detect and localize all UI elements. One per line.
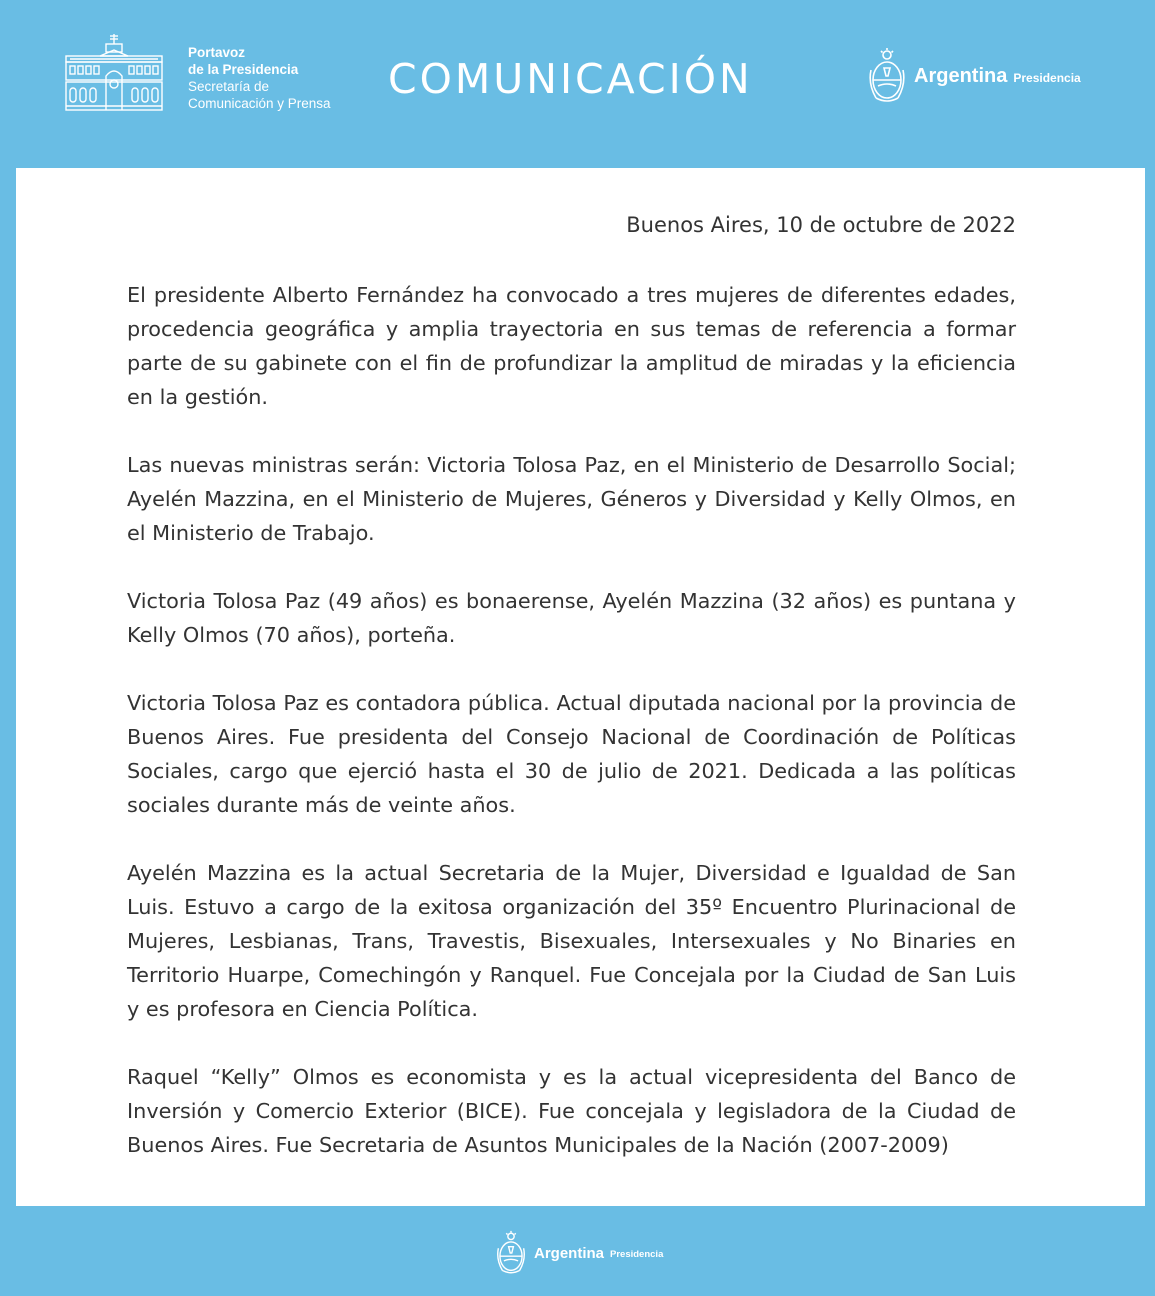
paragraph-5: Ayelén Mazzina es la actual Secretaria de la Mujer, Diversidad e Igualdad de San Luis. Estuvo a cargo de la exitosa organización del 35º Encuentro Plurinacional de Mujeres, Lesbianas, Trans, Travestis, Bisexuales, Intersexuales y No Binaries en Territorio Huarpe, Comechingón y Ranquel. Fue Concejala por la Ciudad de San Luis y es profesora en Ciencia Política. — [127, 861, 1016, 1021]
paragraph-6: Raquel “Kelly” Olmos es economista y es la actual vicepresidenta del Banco de Inversión y Comercio Exterior (BICE). Fue concejala y legisladora de la Ciudad de Buenos Aires. Fue Secretaria de Asuntos Municipales de la Nación (2007-2009) — [127, 1065, 1016, 1157]
document-body — [127, 278, 1016, 1196]
argentina-brand-name-footer: Argentina — [534, 1244, 605, 1262]
national-emblem-icon — [868, 48, 906, 104]
portavoz-line-1: Portavoz — [188, 45, 246, 60]
argentina-presidencia-logo-top — [868, 48, 1081, 104]
portavoz-line-4: Comunicación y Prensa — [188, 96, 331, 111]
paragraph-1: El presidente Alberto Fernández ha convocado a tres mujeres de diferentes edades, procedencia geográfica y amplia trayectoria en sus temas de referencia a formar parte de su gabinete con el fin de profundizar la amplitud de miradas y la eficiencia en la gestión. — [127, 283, 1016, 409]
comunicacion-title: COMUNICACIÓN — [388, 55, 753, 103]
national-emblem-icon — [496, 1230, 526, 1276]
header-band — [0, 0, 1155, 168]
portavoz-line-2: de la Presidencia — [188, 62, 299, 77]
argentina-brand-name: Argentina — [914, 64, 1008, 87]
paragraph-3: Victoria Tolosa Paz (49 años) es bonaerense, Ayelén Mazzina (32 años) es puntana y Kelly Olmos (70 años), porteña. — [127, 589, 1016, 647]
portavoz-line-3: Secretaría de — [188, 79, 270, 94]
argentina-presidencia-logo-bottom — [496, 1228, 663, 1278]
paragraph-4: Victoria Tolosa Paz es contadora pública. Actual diputada nacional por la provincia de Buenos Aires. Fue presidenta del Consejo Nacional de Coordinación de Políticas Sociales, cargo que ejerció hasta el 30 de julio de 2021. Dedicada a las políticas sociales durante más de veinte años. — [127, 691, 1016, 817]
presidencia-brand-sub: Presidencia — [1013, 71, 1081, 85]
document-sheet — [16, 168, 1145, 1206]
paragraph-2: Las nuevas ministras serán: Victoria Tolosa Paz, en el Ministerio de Desarrollo Social; Ayelén Mazzina, en el Ministerio de Mujeres, Géneros y Diversidad y Kelly Olmos, en el Ministerio de Trabajo. — [127, 453, 1016, 545]
document-date: Buenos Aires, 10 de octubre de 2022 — [626, 213, 1016, 237]
presidencia-brand-sub-footer: Presidencia — [610, 1249, 664, 1260]
portavoz-label — [188, 44, 331, 112]
casa-rosada-logo-icon — [62, 32, 166, 112]
